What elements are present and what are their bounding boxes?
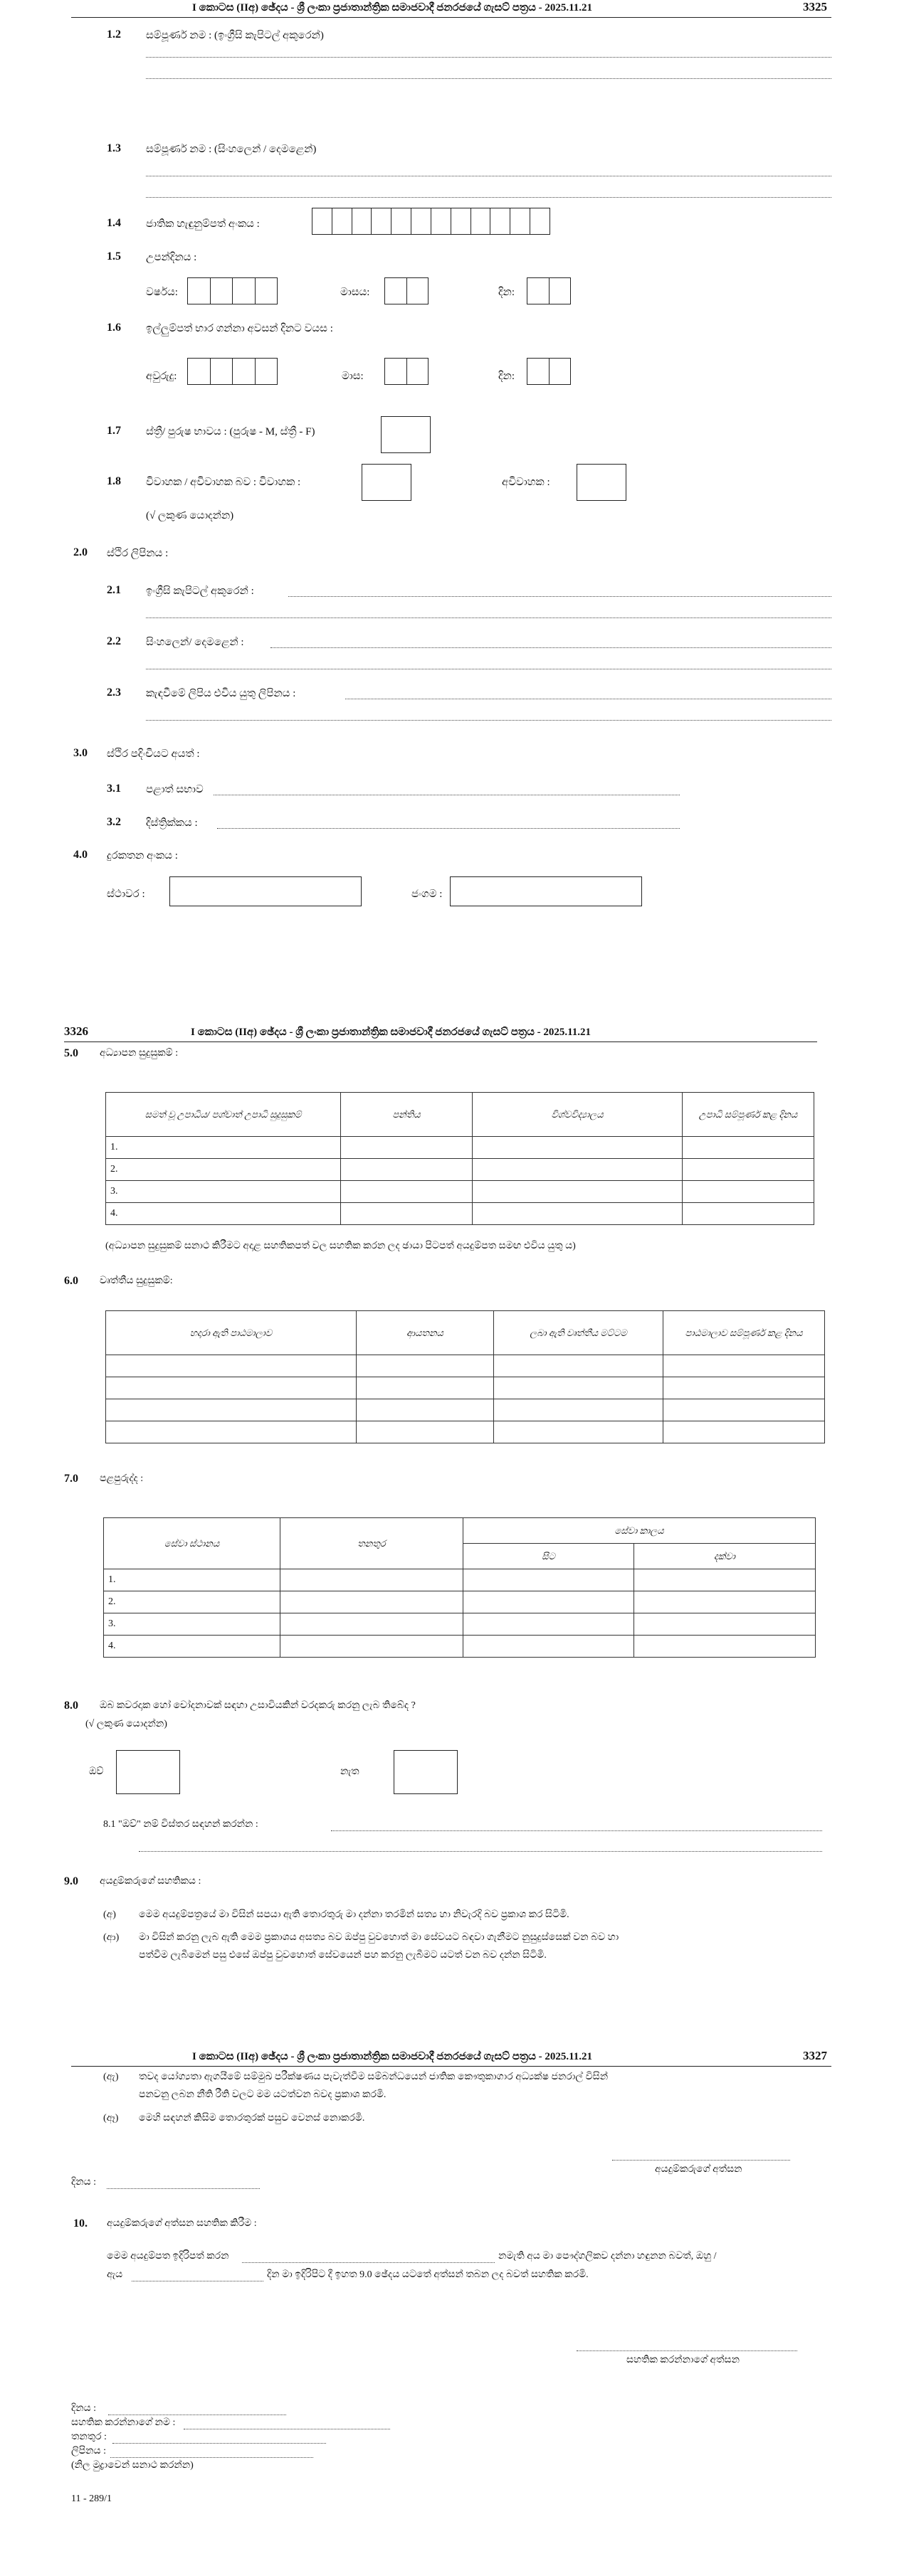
full-name-english-line[interactable]: [146, 57, 831, 58]
birthday-label: උපන්දිනය :: [146, 252, 197, 263]
gazette-page-3326: [0, 1024, 899, 2006]
table-row[interactable]: [104, 1613, 816, 1636]
tick-instruction: (√ ලකුණ යොදන්න): [85, 1719, 167, 1729]
certifier-address-line[interactable]: [110, 2457, 313, 2458]
item-number: 7.0: [64, 1473, 78, 1485]
correspondence-address-line[interactable]: [146, 720, 831, 721]
yes-label: ඔව්: [89, 1766, 104, 1777]
table-row[interactable]: [104, 1591, 816, 1613]
row-number: 4.: [104, 1636, 280, 1658]
page-header: I කොටස (IIඅ) ඡේදය - ශ්‍රී ලංකා ප්‍රජාතාන්ත්‍රික සමාජවාදී ජනරජයේ ගැසට් පත්‍රය - 2025.11.21: [192, 2, 593, 14]
table-row[interactable]: [106, 1203, 814, 1225]
row-number: 1.: [104, 1569, 280, 1591]
clause-marker: (ඈ): [103, 2113, 119, 2124]
page-header: I කොටස (IIඅ) ඡේදය - ශ්‍රී ලංකා ප්‍රජාතාන්ත්‍රික සමාජවාදී ජනරජයේ ගැසට් පත්‍රය - 2025.11.21: [191, 1027, 592, 1038]
table-row[interactable]: [106, 1181, 814, 1203]
declaration-label: අයදුම්කරුගේ සහතිකය :: [100, 1876, 201, 1887]
unmarried-label: අවිවාහක :: [502, 477, 550, 488]
landline-input[interactable]: [169, 876, 362, 906]
gazette-page-3327: [0, 2049, 899, 2576]
unmarried-checkbox[interactable]: [577, 464, 626, 501]
month-label: මාසය:: [340, 287, 370, 298]
row-number: 3.: [106, 1181, 341, 1203]
applicant-signature-label: අයදුම්කරුගේ අත්සන: [655, 2164, 742, 2175]
item-number: 6.0: [64, 1275, 78, 1287]
district-line[interactable]: [217, 828, 680, 829]
item-number: 2.2: [107, 635, 121, 647]
age-days-input[interactable]: [527, 358, 571, 385]
item-number: 1.6: [107, 322, 121, 334]
table-row[interactable]: [106, 1377, 825, 1399]
declaration-clause: තවද යෝග්‍යතා ඇගයීමේ සම්මුඛ පරීක්ෂණය පැවැත්වීම සම්බන්ධයෙන් ජාතික කෞතුකාගාර අධ්‍යක්ෂ ජනරාල් විසින්: [139, 2072, 609, 2082]
full-name-english-label: සම්පූර්ණ නම : (ඉංග්‍රීසි කැපිටල් අකුරෙන්): [146, 30, 324, 41]
address-sinhala-label: සිංහලෙන්/ දෙමළෙන් :: [146, 637, 244, 648]
certifier-address-label: ලිපිනය :: [71, 2446, 106, 2456]
table-header: විශ්වවිද්‍යාලය: [473, 1093, 683, 1137]
table-header: සේවා ස්ථානය: [104, 1518, 280, 1569]
item-number: 1.3: [107, 142, 121, 154]
table-header: සේවා කාලය: [463, 1518, 816, 1544]
item-number: 10.: [73, 2217, 88, 2230]
age-label: ඉල්ලුම්පත් භාර ගන්නා අවසන් දිනට වයස :: [146, 323, 333, 334]
full-name-sinhala-line[interactable]: [146, 197, 831, 198]
table-header: ආයතනය: [357, 1311, 494, 1355]
date-label: දිනය :: [71, 2177, 97, 2188]
clause-marker: (ආ): [103, 1932, 120, 1943]
table-row[interactable]: [106, 1137, 814, 1159]
certification-text: දින මා ඉදිරිපිට දී ඉහත 9.0 ඡේදය යටතේ අත්සන් තබන ලද බවත් සහතික කරමි.: [267, 2269, 589, 2280]
conviction-details-line[interactable]: [139, 1851, 822, 1852]
conviction-no-checkbox[interactable]: [394, 1750, 458, 1794]
nic-input[interactable]: [312, 208, 550, 235]
row-number: 2.: [106, 1159, 341, 1181]
professional-table: [105, 1310, 825, 1443]
item-number: 8.0: [64, 1700, 78, 1712]
applicant-signature-line[interactable]: [612, 2160, 790, 2161]
certifier-date-label: දිනය :: [71, 2403, 97, 2414]
declaration-clause: මෙම අයදුම්පත්‍රයේ මා විසින් සපයා ඇති තොරතුරු මා දන්නා තරමින් සත්‍ය හා නිවැරදි බව ප්‍රකාශ කර සිටිමි.: [139, 1909, 569, 1920]
certification-text: නමැති අය මා පෞද්ගලිකව දන්නා හඳුනන බවත්, ඔහු /: [498, 2251, 717, 2262]
days-label: දින:: [498, 371, 515, 382]
certifier-signature-line[interactable]: [577, 2350, 797, 2351]
experience-label: පළපුරුද්ද :: [100, 1473, 144, 1484]
birth-year-input[interactable]: [187, 277, 278, 304]
item-number: 3.0: [73, 747, 88, 759]
item-number: 9.0: [64, 1875, 78, 1887]
certification-text: ඇය: [107, 2269, 123, 2280]
married-checkbox[interactable]: [362, 464, 411, 501]
certifier-post-line[interactable]: [112, 2443, 326, 2444]
header-rule: [64, 1041, 817, 1042]
conviction-yes-checkbox[interactable]: [116, 1750, 180, 1794]
header-rule: [71, 17, 831, 18]
phone-label: දුරකතන අංකය :: [107, 850, 178, 862]
gazette-page-3325: [0, 0, 899, 996]
table-subheader: සිට: [463, 1544, 634, 1569]
conviction-question: ඔබ කවරදාක හෝ චෝදනාවක් සඳහා උසාවියකින් වරදකරු කරනු ලැබ තිබේද ?: [100, 1700, 416, 1711]
marital-status-label: විවාහක / අවිවාහක බව : විවාහක :: [146, 477, 301, 488]
certifier-signature-label: සහතික කරන්නාගේ අත්සන: [626, 2355, 740, 2365]
table-subheader: දක්වා: [634, 1544, 816, 1569]
mobile-label: ජංගම :: [411, 889, 443, 900]
nic-label: ජාතික හැඳුනුම්පත් අංකය :: [146, 218, 260, 230]
clause-marker: (ඇ): [103, 2072, 119, 2082]
item-number: 2.3: [107, 687, 121, 699]
declaration-clause: මා විසින් කරනු ලැබ ඇති මෙම ප්‍රකාශය අසත්‍ය බව ඔප්පු වුවහොත් මා සේවයට බඳවා ගැනීමට නුසුදුස්සෙක් වන බව හා: [139, 1932, 619, 1943]
item-number: 3.1: [107, 783, 121, 795]
landline-label: ස්ථාවර :: [107, 889, 145, 900]
table-header: ලබා ඇති වෘත්තීය මට්ටම: [494, 1311, 663, 1355]
item-number: 5.0: [64, 1047, 78, 1059]
table-row[interactable]: [106, 1159, 814, 1181]
years-label: අවුරුදු:: [146, 371, 177, 382]
page-header: I කොටස (IIඅ) ඡේදය - ශ්‍රී ලංකා ප්‍රජාතාන්ත්‍රික සමාජවාදී ජනරජයේ ගැසට් පත්‍රය - 2025.11.21: [192, 2051, 593, 2062]
item-number: 1.4: [107, 217, 121, 229]
page-number: 3325: [803, 0, 827, 14]
declaration-clause: මෙහි සඳහන් කිසිම තොරතුරක් පසුව වෙනස් නොකරමි.: [139, 2113, 365, 2124]
address-english-line[interactable]: [288, 596, 831, 597]
gender-label: ස්ත්‍රී/ පුරුෂ භාවය : (පුරුෂ - M, ස්ත්‍රී - F): [146, 426, 315, 438]
declaration-clause: පනවනු ලබන නීති රීති වලට මම යටත්වන බවද ප්‍රකාශ කරමි.: [139, 2089, 387, 2100]
permanent-address-label: ස්ථිර ලිපිනය :: [107, 548, 169, 559]
education-table: [105, 1092, 814, 1225]
applicant-name-line[interactable]: [242, 2262, 495, 2263]
page-number: 3326: [64, 1024, 88, 1038]
table-header: තනතුර: [280, 1518, 463, 1569]
row-number: 3.: [104, 1613, 280, 1636]
birth-month-input[interactable]: [384, 277, 429, 304]
item-number: 3.2: [107, 816, 121, 828]
correspondence-address-label: කැඳවීමේ ලිපිය එවිය යුතු ලිපිනය :: [146, 688, 296, 699]
item-number: 1.7: [107, 425, 121, 437]
item-number: 4.0: [73, 849, 88, 861]
certification-label: අයදුම්කරුගේ අත්සන සහතික කිරීම :: [107, 2218, 257, 2229]
district-label: දිස්ත්‍රික්කය :: [146, 817, 198, 829]
professional-qualifications-label: වෘත්තීය සුදුසුකම්:: [100, 1276, 173, 1286]
table-header: උපාධි සම්පූර්ණ කළ දිනය: [683, 1093, 814, 1137]
experience-table: [103, 1517, 816, 1658]
year-label: වර්ෂය:: [146, 287, 178, 298]
conviction-details-label: 8.1 "ඔව්" නම් විස්තර සඳහන් කරන්න :: [103, 1819, 258, 1830]
education-label: අධ්‍යාපන සුදුසුකම් :: [100, 1048, 179, 1059]
table-header: සමත් වූ උපාධිය/ පශ්චාත් උපාධි සුදුසුකම්: [106, 1093, 341, 1137]
item-number: 2.1: [107, 584, 121, 596]
table-header: හදාරා ඇති පාඨමාලාව: [106, 1311, 357, 1355]
table-row[interactable]: [104, 1636, 816, 1658]
province-label: පළාත් සභාව: [146, 784, 204, 795]
item-number: 1.5: [107, 250, 121, 263]
months-label: මාස:: [342, 371, 364, 382]
clause-marker: (අ): [103, 1909, 116, 1920]
table-row[interactable]: [106, 1355, 825, 1377]
header-rule: [71, 2066, 831, 2067]
education-note: (අධ්‍යාපන සුදුසුකම් සනාථ කිරීමට අදාළ සහතිකපත් වල සහතික කරන ලද ඡායා පිටපත් අයදුම්පත සමඟ එවිය යුතු ය): [105, 1241, 576, 1251]
item-number: 1.2: [107, 28, 121, 41]
age-years-input[interactable]: [187, 358, 278, 385]
table-row[interactable]: [104, 1569, 816, 1591]
item-number: 2.0: [73, 546, 88, 558]
footer-code: 11 - 289/1: [71, 2493, 112, 2504]
date-line[interactable]: [107, 2188, 260, 2189]
no-label: නැත: [340, 1766, 359, 1777]
row-number: 2.: [104, 1591, 280, 1613]
gender-input[interactable]: [381, 416, 431, 453]
item-number: 1.8: [107, 475, 121, 487]
page-number: 3327: [803, 2049, 827, 2062]
birth-day-input[interactable]: [527, 277, 571, 304]
row-number: 4.: [106, 1203, 341, 1225]
full-name-sinhala-label: සම්පූර්ණ නම : (සිංහලෙන් / දෙමළෙන්): [146, 144, 317, 155]
declaration-clause: පත්වීම ලැබීමෙන් පසු එසේ ඔප්පු වුවහොත් සේවයෙන් පහ කරනු ලැබීමට යටත් වන බව දන්න සිටිමි.: [139, 1950, 547, 1961]
address-sinhala-line[interactable]: [270, 647, 831, 648]
mobile-input[interactable]: [450, 876, 642, 906]
row-number: 1.: [106, 1137, 341, 1159]
residence-label: ස්ථිර පදිංචියට අයත් :: [107, 748, 200, 760]
table-row[interactable]: [106, 1399, 825, 1421]
day-label: දින:: [498, 287, 515, 298]
tick-instruction: (√ ලකුණ යොදන්න): [146, 510, 234, 521]
table-row[interactable]: [106, 1421, 825, 1443]
age-months-input[interactable]: [384, 358, 429, 385]
table-header: පන්තිය: [341, 1093, 473, 1137]
address-english-label: ඉංග්‍රීසි කැපිටල් අකුරෙන් :: [146, 585, 254, 597]
table-header: පාඨමාලාව සම්පූර්ණ කළ දිනය: [663, 1311, 825, 1355]
certifier-name-label: සහතික කරන්නාගේ නම :: [71, 2417, 176, 2428]
certifier-post-label: තනතුර :: [71, 2432, 107, 2442]
certification-text: මෙම අයදුම්පත ඉදිරිපත් කරන: [107, 2251, 229, 2262]
conviction-details-line[interactable]: [331, 1830, 822, 1831]
official-seal-note: (නිල මුද්‍රාවෙන් සනාථ කරන්න): [71, 2460, 194, 2471]
full-name-english-line[interactable]: [146, 78, 831, 79]
